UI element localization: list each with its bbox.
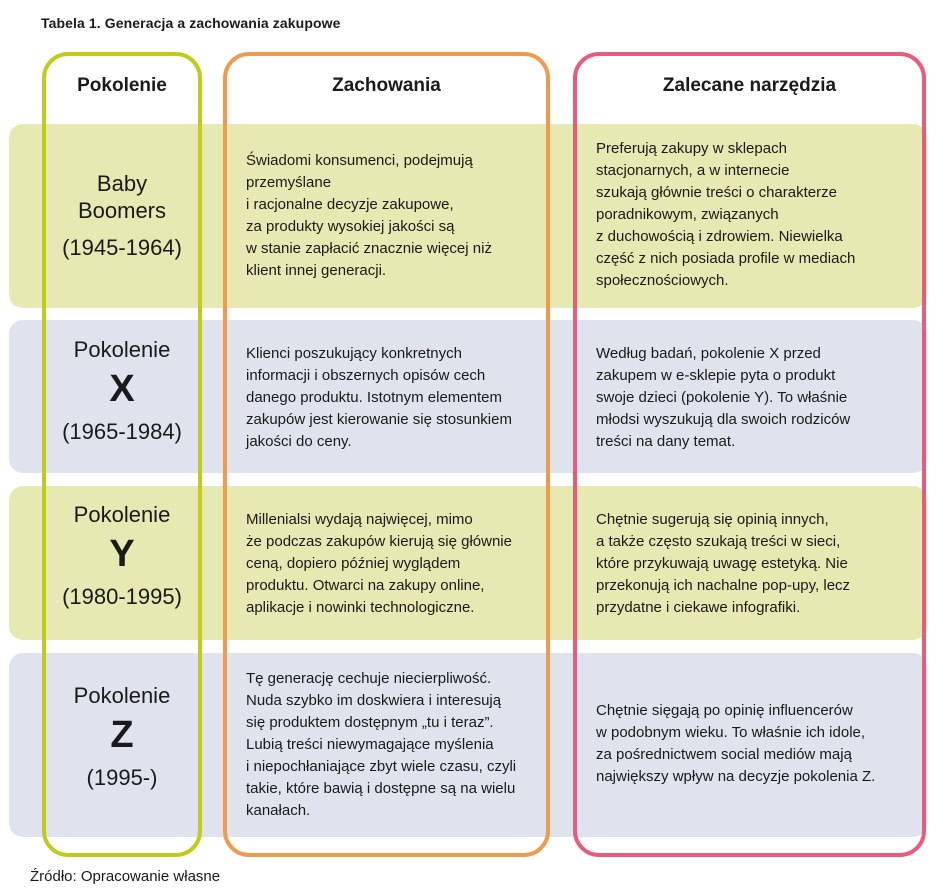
tools-cell-x: Według badań, pokolenie X przed zakupem w e-sklepie pyta o produkt swoje dzieci (pokolenie Y). To właśnie młodsi wyszukują dla swoich rodziców treści na dany temat. bbox=[596, 345, 851, 450]
generation-name: Pokolenie bbox=[73, 502, 171, 527]
generation-letter: Z bbox=[110, 714, 134, 756]
generation-letter: Y bbox=[109, 533, 135, 575]
behavior-cell-z: Tę generację cechuje niecierpliwość. Nuda szybko im doskwiera i interesują się produktem dostępnym „tu i teraz”. Lubią treści niewymagające myślenia i niepochłaniające zbyt wiele czasu, czyli takie, które bawią i dostępne są na wielu kanałach. bbox=[246, 670, 517, 819]
behavior-cell-x: Klienci poszukujący konkretnych informacji i obszernych opisów cech danego produktu. Istotnym elementem zakupów jest kierowanie się stosunkiem jakości do ceny. bbox=[246, 345, 512, 450]
generation-name: Pokolenie bbox=[73, 683, 171, 708]
header-generation: Pokolenie bbox=[77, 75, 167, 96]
generation-name-line1: Baby bbox=[96, 171, 148, 196]
tools-cell-baby-boomers: Preferują zakupy w sklepach stacjonarnych, a w internecie szukają głównie treści o charakterze poradnikowym, związanych z duchowością i zdrowiem. Niewielka część z nich posiada profile w mediach społecznościowych. bbox=[596, 140, 856, 289]
generation-cell-z bbox=[46, 682, 198, 791]
generation-years: (1980-1995) bbox=[62, 584, 182, 609]
generation-years: (1965-1984) bbox=[62, 419, 182, 444]
generation-cell-baby-boomers bbox=[46, 170, 198, 261]
source-note: Źródło: Opracowanie własne bbox=[30, 868, 221, 885]
header-tools: Zalecane narzędzia bbox=[662, 75, 837, 96]
generation-letter: X bbox=[109, 368, 135, 410]
table-title: Tabela 1. Generacja a zachowania zakupowe bbox=[41, 15, 341, 31]
generation-cell-x bbox=[46, 336, 198, 445]
generation-years: (1945-1964) bbox=[62, 235, 182, 260]
tools-cell-y: Chętnie sugerują się opinią innych, a także często szukają treści w sieci, które przykuwają uwagę estetyką. Nie przekonują ich nachalne pop-upy, lecz przydatne i ciekawe infografiki. bbox=[596, 511, 851, 616]
header-behavior: Zachowania bbox=[332, 75, 441, 96]
generation-years: (1995-) bbox=[86, 765, 158, 790]
generation-cell-y bbox=[46, 501, 198, 610]
generation-name-line2: Boomers bbox=[77, 198, 167, 223]
behavior-cell-baby-boomers: Świadomi konsumenci, podejmują przemyślane i racjonalne decyzje zakupowe, za produkty wysokiej jakości są w stanie zapłacić znacznie więcej niż klient innej generacji. bbox=[246, 152, 492, 279]
generation-name: Pokolenie bbox=[73, 337, 171, 362]
tools-cell-z: Chętnie sięgają po opinię influencerów w podobnym wieku. To właśnie ich idole, za pośrednictwem social mediów mają największy wpływ na decyzje pokolenia Z. bbox=[596, 702, 876, 785]
behavior-cell-y: Millenialsi wydają najwięcej, mimo że podczas zakupów kierują się głównie ceną, dopiero później wyglądem produktu. Otwarci na zakupy online, aplikacje i nowinki technologiczne. bbox=[246, 511, 512, 616]
